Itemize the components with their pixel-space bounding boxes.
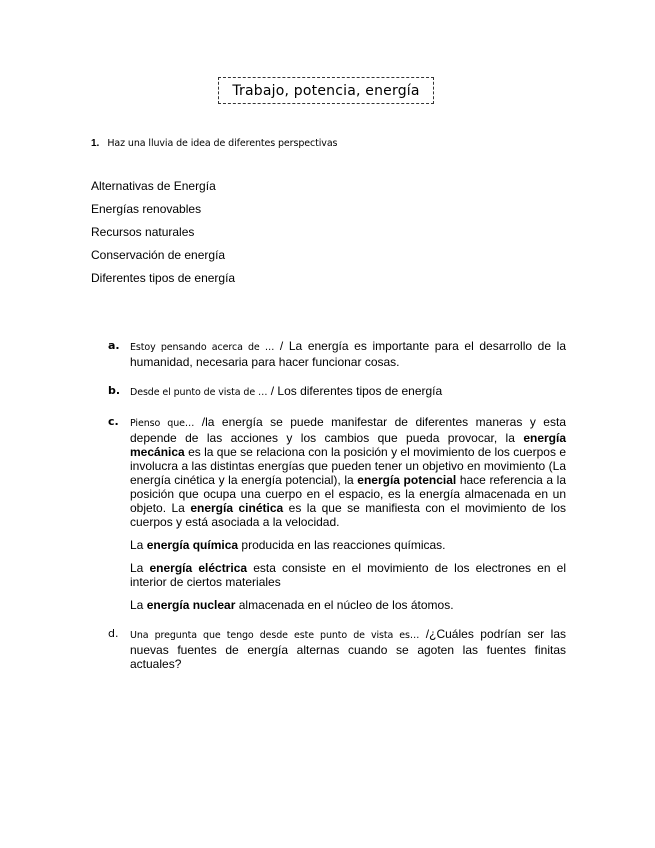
item-d-letter: d. [108, 627, 119, 640]
page-title: Trabajo, potencia, energía [232, 82, 420, 99]
item-c-text: es la que se relaciona con la posición y el movimiento de los cuerpos e involucra a las distintas energías que pueden tener un objetivo en movimiento (La energía cinética y la energía potencial), la [130, 445, 566, 487]
idea-item: Recursos naturales [91, 225, 195, 239]
item-c-text: producida en las reacciones químicas. [238, 538, 446, 552]
item-c-paragraph-2 [130, 538, 566, 552]
item-b-answer: / Los diferentes tipos de energía [267, 384, 443, 398]
item-b-prompt: Desde el punto de vista de … [130, 387, 268, 398]
item-c-text: La [130, 538, 147, 552]
term-cinetica: energía cinética [190, 501, 284, 515]
item-c-paragraph-3 [130, 561, 566, 589]
item-c-text: es la que se manifiesta con el movimiento de los cuerpos y está asociada a la velocidad. [130, 501, 567, 529]
item-c-text: hace referencia a la posición que ocupa una cuerpo en el espacio, es la energía almacenada en un objeto. La [130, 473, 566, 515]
term-quimica: energía química [146, 538, 239, 552]
term-mecanica: energía mecánica [130, 431, 566, 459]
item-c-body [130, 415, 566, 612]
item-c-text: /la energía se puede manifestar de diferentes maneras y esta depende de las acciones y los cambios que pueda provocar, la [130, 415, 566, 445]
item-a [108, 339, 566, 369]
item-c-text: La [130, 598, 147, 612]
term-nuclear: energía nuclear [146, 598, 236, 612]
item-b-letter: b. [108, 384, 121, 397]
idea-item: Conservación de energía [91, 248, 226, 262]
item-c-prompt: Pienso que… [130, 418, 195, 429]
question-1-number: 1. [91, 138, 100, 149]
item-c-text: esta consiste en el movimiento de los electrones en el interior de ciertos materiales [130, 561, 566, 589]
item-c-letter: c. [108, 415, 119, 428]
item-a-body [130, 339, 566, 369]
term-potencial: energía potencial [357, 473, 457, 487]
answer-items [108, 339, 566, 686]
item-d-prompt: Una pregunta que tengo desde este punto de vista es… [130, 630, 420, 641]
item-c-paragraph-4 [130, 598, 566, 612]
item-d-answer: /¿Cuáles podrían ser las nuevas fuentes de energía alternas cuando se agoten las fuentes finitas actuales? [130, 627, 566, 671]
item-a-letter: a. [108, 339, 120, 352]
idea-item: Diferentes tipos de energía [91, 271, 236, 285]
item-d [108, 627, 566, 671]
question-1-text: Haz una lluvia de idea de diferentes perspectivas [107, 138, 338, 149]
idea-item: Alternativas de Energía [91, 179, 216, 193]
item-b [108, 384, 566, 400]
idea-item: Energías renovables [91, 202, 202, 216]
title-box [218, 77, 434, 104]
question-1 [91, 138, 337, 149]
item-c [108, 415, 566, 612]
item-c-paragraph-1 [130, 415, 566, 529]
item-a-answer: / La energía es importante para el desarrollo de la humanidad, necesaria para hacer funcionar cosas. [130, 339, 566, 369]
item-a-prompt: Estoy pensando acerca de … [130, 342, 275, 353]
term-electrica: energía eléctrica [149, 561, 248, 575]
item-d-body [130, 627, 566, 671]
ideas-list [91, 175, 235, 290]
item-c-text: almacenada en el núcleo de los átomos. [235, 598, 454, 612]
item-b-body [130, 384, 566, 400]
item-c-text: La [130, 561, 150, 575]
